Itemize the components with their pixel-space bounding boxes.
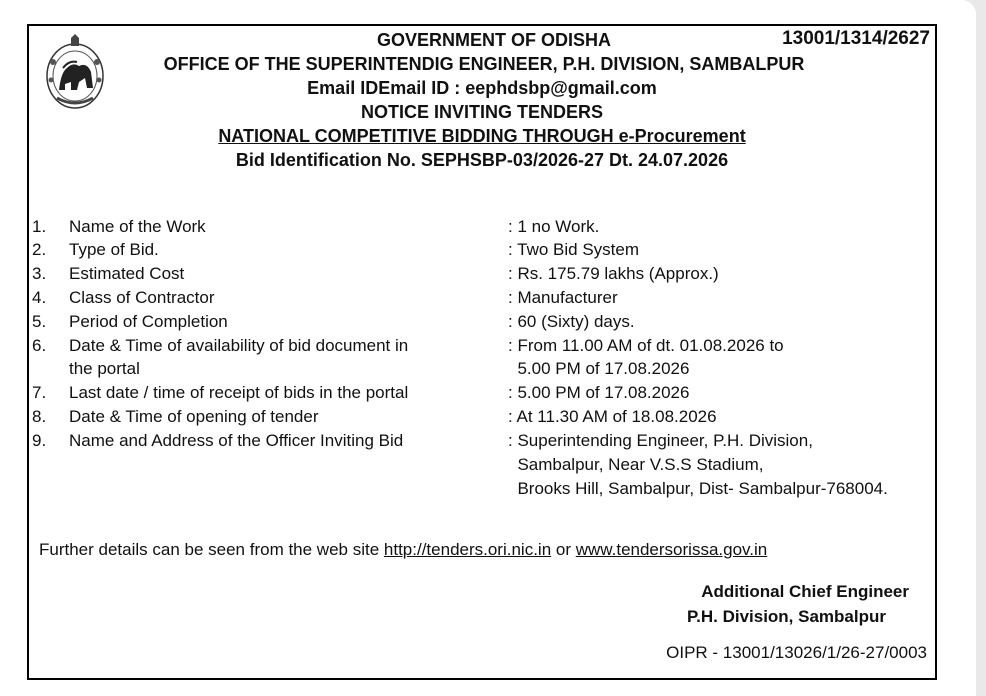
item-label: Date & Time of opening of tender: [69, 407, 319, 426]
item-number: 5.: [32, 312, 47, 331]
item-number: 8.: [32, 407, 47, 426]
item-number: 7.: [32, 383, 47, 402]
item-value: Brooks Hill, Sambalpur, Dist- Sambalpur-768004.: [508, 479, 888, 498]
government-heading: GOVERNMENT OF ODISHA: [376, 30, 611, 50]
item-value: : At 11.30 AM of 18.08.2026: [508, 407, 717, 426]
item-label: Name of the Work: [69, 217, 206, 236]
item-label: Period of Completion: [69, 312, 228, 331]
item-value: : Two Bid System: [508, 240, 640, 259]
further-details: [39, 540, 767, 560]
item-label: Name and Address of the Officer Inviting Bid: [69, 431, 404, 450]
item-number: 4.: [32, 288, 47, 307]
item-value: : Manufacturer: [508, 288, 618, 307]
item-label: Last date / time of receipt of bids in the portal: [69, 383, 409, 402]
item-value: Sambalpur, Near V.S.S Stadium,: [508, 455, 764, 474]
reference-number: 13001/1314/2627: [782, 28, 930, 49]
tendersorissa-link[interactable]: www.tendersorissa.gov.in: [575, 540, 768, 559]
item-value: : 60 (Sixty) days.: [508, 312, 635, 331]
signatory-title: Additional Chief Engineer: [701, 582, 909, 601]
link-separator: or: [551, 540, 576, 559]
item-value: : 5.00 PM of 17.08.2026: [508, 383, 690, 402]
item-number: 1.: [32, 217, 47, 236]
signatory-office: P.H. Division, Sambalpur: [686, 607, 886, 626]
notice-title: NOTICE INVITING TENDERS: [360, 102, 603, 122]
item-label: Date & Time of availability of bid document in: [69, 336, 409, 355]
office-heading: OFFICE OF THE SUPERINTENDIG ENGINEER, P.H. DIVISION, SAMBALPUR: [163, 54, 805, 74]
email-line: Email IDEmail ID : eephdsbp@gmail.com: [307, 78, 657, 98]
item-value: : From 11.00 AM of dt. 01.08.2026 to: [508, 336, 784, 355]
item-label: Type of Bid.: [69, 240, 159, 259]
item-value: 5.00 PM of 17.08.2026: [508, 359, 690, 378]
item-value: : 1 no Work.: [508, 217, 600, 236]
item-label: Estimated Cost: [69, 264, 185, 283]
item-number: 6.: [32, 336, 47, 355]
tender-notice: [27, 24, 937, 680]
item-number: 3.: [32, 264, 47, 283]
item-number: 2.: [32, 240, 47, 259]
item-label: the portal: [69, 359, 140, 378]
item-number: 9.: [32, 431, 47, 450]
item-label: Class of Contractor: [69, 288, 215, 307]
item-value: : Rs. 175.79 lakhs (Approx.): [508, 264, 719, 283]
item-value: : Superintending Engineer, P.H. Division,: [508, 431, 813, 450]
oipr-number: OIPR - 13001/13026/1/26-27/0003: [666, 643, 927, 662]
further-details-text: Further details can be seen from the web site: [39, 540, 384, 559]
bid-identification: Bid Identification No. SEPHSBP-03/2026-27 Dt. 24.07.2026: [235, 150, 729, 170]
tenders-link[interactable]: http://tenders.ori.nic.in: [383, 540, 552, 559]
bidding-type-heading: NATIONAL COMPETITIVE BIDDING THROUGH e-Procurement: [218, 126, 746, 146]
